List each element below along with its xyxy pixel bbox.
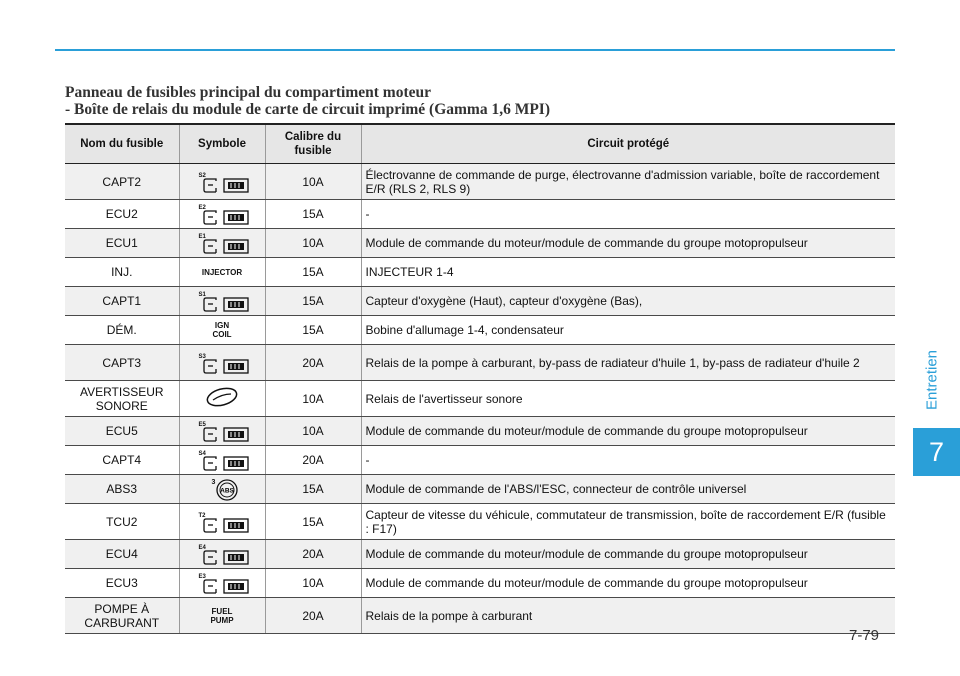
symbol-code: S2 xyxy=(198,172,206,179)
fuse-symbol xyxy=(179,229,265,258)
fuse-name: CAPT2 xyxy=(65,164,179,200)
symbol-code: S3 xyxy=(198,353,206,360)
page-title xyxy=(65,84,550,118)
fuse-symbol xyxy=(179,446,265,475)
protected-circuit: Module de commande du moteur/module de commande du groupe motopropulseur xyxy=(361,417,895,446)
table-row xyxy=(65,345,895,381)
table-row xyxy=(65,287,895,316)
fuse-name: CAPT1 xyxy=(65,287,179,316)
fuse-name: POMPE À CARBURANT xyxy=(65,598,179,634)
symbol-text: IGN COIL xyxy=(212,321,232,339)
fuse-symbol xyxy=(179,598,265,634)
abs-icon xyxy=(215,479,239,504)
symbol-code: T2 xyxy=(198,512,206,519)
svg-text:ABS: ABS xyxy=(219,487,234,495)
fuse-icon xyxy=(202,455,250,474)
fuse-symbol xyxy=(179,381,265,417)
symbol-code: E5 xyxy=(198,422,206,428)
table-row xyxy=(65,381,895,417)
fuse-rating: 10A xyxy=(265,229,361,258)
fuse-table xyxy=(65,123,895,634)
header-symbol: Symbole xyxy=(179,124,265,164)
protected-circuit: Capteur d'oxygène (Haut), capteur d'oxygène (Bas), xyxy=(361,287,895,316)
fuse-rating: 10A xyxy=(265,417,361,446)
fuse-symbol xyxy=(179,316,265,345)
fuse-icon xyxy=(202,549,250,568)
chapter-tab: 7 xyxy=(913,428,960,476)
fuse-symbol xyxy=(179,200,265,229)
fuse-name: ECU5 xyxy=(65,417,179,446)
table-row xyxy=(65,229,895,258)
section-side-label xyxy=(920,330,944,430)
header-circuit: Circuit protégé xyxy=(361,124,895,164)
title-line-2: - Boîte de relais du module de carte de circuit imprimé (Gamma 1,6 MPI) xyxy=(65,101,551,118)
fuse-icon xyxy=(202,238,250,257)
fuse-rating: 20A xyxy=(265,540,361,569)
header-rating: Calibre du fusible xyxy=(265,124,361,164)
protected-circuit: Relais de l'avertisseur sonore xyxy=(361,381,895,417)
fuse-name: AVERTISSEUR SONORE xyxy=(65,381,179,417)
fuse-rating: 15A xyxy=(265,258,361,287)
fuse-name: ECU2 xyxy=(65,200,179,229)
protected-circuit: Capteur de vitesse du véhicule, commutateur de transmission, boîte de raccordement E/R (fusible : F17) xyxy=(361,504,895,540)
fuse-symbol xyxy=(179,258,265,287)
table-row xyxy=(65,164,895,200)
symbol-text: FUEL PUMP xyxy=(210,606,234,625)
table-row xyxy=(65,316,895,345)
fuse-icon xyxy=(202,578,250,597)
fuse-rating: 20A xyxy=(265,446,361,475)
section-label: Entretien xyxy=(923,349,941,411)
protected-circuit: - xyxy=(361,200,895,229)
fuse-symbol xyxy=(179,164,265,200)
protected-circuit: Module de commande du moteur/module de commande du groupe motopropulseur xyxy=(361,540,895,569)
symbol-code: S4 xyxy=(198,451,206,457)
protected-circuit: Relais de la pompe à carburant xyxy=(361,598,895,634)
table-row xyxy=(65,540,895,569)
fuse-symbol xyxy=(179,417,265,446)
symbol-code: S1 xyxy=(198,292,206,298)
protected-circuit: Module de commande du moteur/module de commande du groupe motopropulseur xyxy=(361,229,895,258)
fuse-rating: 15A xyxy=(265,287,361,316)
fuse-rating: 10A xyxy=(265,569,361,598)
fuse-name: ECU3 xyxy=(65,569,179,598)
symbol-code: E3 xyxy=(198,574,206,580)
symbol-text: INJECTOR xyxy=(201,267,243,277)
fuse-name: ECU1 xyxy=(65,229,179,258)
fuse-symbol xyxy=(179,504,265,540)
table-row xyxy=(65,598,895,634)
table-row xyxy=(65,446,895,475)
fuse-name: CAPT4 xyxy=(65,446,179,475)
fuse-symbol xyxy=(179,569,265,598)
horn-icon xyxy=(184,386,261,411)
top-rule xyxy=(55,49,895,51)
fuse-rating: 15A xyxy=(265,200,361,229)
fuse-icon xyxy=(202,209,250,228)
fuse-name: DÉM. xyxy=(65,316,179,345)
table-row xyxy=(65,569,895,598)
protected-circuit: Relais de la pompe à carburant, by-pass de radiateur d'huile 1, by-pass de radiateur d'huile 2 xyxy=(361,345,895,381)
fuse-rating: 15A xyxy=(265,504,361,540)
fuse-icon xyxy=(202,358,250,377)
fuse-rating: 10A xyxy=(265,381,361,417)
fuse-name: INJ. xyxy=(65,258,179,287)
title-line-1: Panneau de fusibles principal du compartiment moteur xyxy=(65,84,431,101)
fuse-name: TCU2 xyxy=(65,504,179,540)
fuse-symbol xyxy=(179,475,265,504)
fuse-rating: 15A xyxy=(265,316,361,345)
protected-circuit: INJECTEUR 1-4 xyxy=(361,258,895,287)
fuse-symbol xyxy=(179,287,265,316)
fuse-name: CAPT3 xyxy=(65,345,179,381)
header-fuse-name: Nom du fusible xyxy=(65,124,179,164)
table-row xyxy=(65,475,895,504)
table-row xyxy=(65,417,895,446)
protected-circuit: Bobine d'allumage 1-4, condensateur xyxy=(361,316,895,345)
protected-circuit: Électrovanne de commande de purge, électrovanne d'admission variable, boîte de raccordement E/R (RLS 2, RLS 9) xyxy=(361,164,895,200)
table-row xyxy=(65,258,895,287)
fuse-rating: 10A xyxy=(265,164,361,200)
fuse-name: ABS3 xyxy=(65,475,179,504)
symbol-code: E2 xyxy=(198,205,206,211)
fuse-icon xyxy=(202,177,250,196)
table-row xyxy=(65,504,895,540)
fuse-rating: 20A xyxy=(265,598,361,634)
symbol-code: 3 xyxy=(211,479,216,486)
protected-circuit: - xyxy=(361,446,895,475)
fuse-icon xyxy=(202,296,250,315)
symbol-code: E4 xyxy=(198,545,206,551)
fuse-name: ECU4 xyxy=(65,540,179,569)
fuse-icon xyxy=(202,426,250,445)
protected-circuit: Module de commande du moteur/module de commande du groupe motopropulseur xyxy=(361,569,895,598)
table-header-row xyxy=(65,124,895,164)
fuse-symbol xyxy=(179,540,265,569)
fuse-rating: 15A xyxy=(265,475,361,504)
fuse-rating: 20A xyxy=(265,345,361,381)
symbol-code: E1 xyxy=(198,234,206,240)
fuse-symbol xyxy=(179,345,265,381)
page-number: 7-79 xyxy=(849,627,880,644)
fuse-icon xyxy=(202,517,250,536)
table-row xyxy=(65,200,895,229)
protected-circuit: Module de commande de l'ABS/l'ESC, connecteur de contrôle universel xyxy=(361,475,895,504)
